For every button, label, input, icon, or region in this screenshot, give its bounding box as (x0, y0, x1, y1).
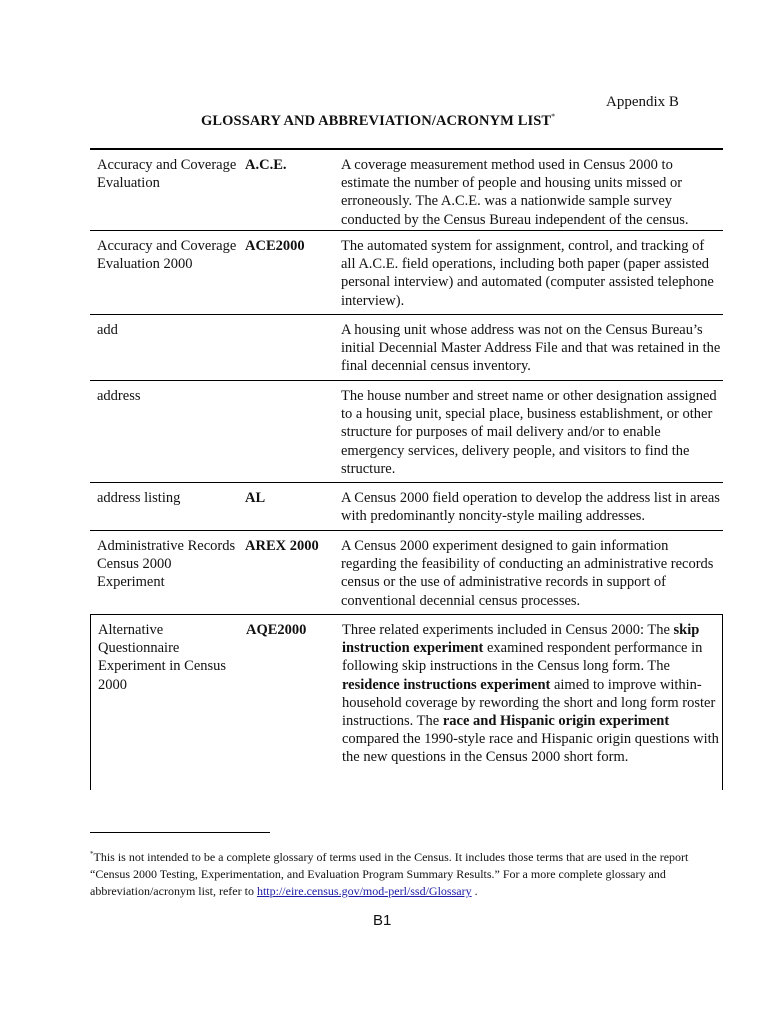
definition-emphasis: skip instruction experiment (342, 622, 700, 657)
glossary-definition (341, 489, 721, 525)
footnote-marker: * (90, 850, 94, 858)
appendix-label: Appendix B (606, 94, 679, 110)
definition-text: A coverage measurement method used in Census 2000 to estimate the number of people and housing units missed or erroneously. The A.C.E. was a nationwide sample survey conducted by the Census Bureau independent of the census. (341, 157, 689, 228)
glossary-abbreviation: A.C.E. (245, 157, 287, 173)
footnote-text: This is not intended to be a complete glossary of terms used in the Census. It includes those terms that are used in the report “Census 2000 Testing, Experimentation, and Evaluation Program Summary Results.” For a more complete glossary and abbreviation/acronym list, refer to (90, 850, 689, 898)
glossary-abbreviation: AQE2000 (246, 622, 307, 638)
glossary-definition (342, 621, 722, 767)
page-number: B1 (373, 912, 392, 929)
title-footnote-marker: * (551, 112, 556, 121)
table-row (90, 148, 723, 231)
page-title (201, 112, 555, 130)
glossary-abbreviation: AREX 2000 (245, 538, 319, 554)
glossary-abbreviation: ACE2000 (245, 238, 305, 254)
definition-text: A Census 2000 field operation to develop the address list in areas with predominantly noncity-style mailing addresses. (341, 490, 720, 525)
glossary-term: Administrative Records Census 2000 Experiment (97, 538, 236, 591)
footnote-tail: . (471, 884, 478, 898)
definition-text: Three related experiments included in Census 2000: The (342, 622, 674, 638)
table-row (90, 231, 723, 315)
definition-text: examined respondent performance in following skip instructions in the Census long form. The (342, 640, 703, 675)
glossary-definition (341, 237, 721, 310)
table-row (90, 531, 723, 615)
definition-text: compared the 1990-style race and Hispanic origin questions with the new questions in the Census 2000 short form. (342, 731, 719, 766)
table-row (90, 483, 723, 531)
glossary-term: add (97, 322, 118, 338)
definition-emphasis: race and Hispanic origin experiment (442, 713, 670, 730)
definition-text: The house number and street name or other designation assigned to a housing unit, special place, business establishment, or other structure for purposes of mail delivery and/or to enable emergency services, delivery people, and visitors to find the structure. (341, 388, 717, 477)
glossary-definition (341, 387, 721, 478)
glossary-term: address (97, 388, 141, 404)
glossary-link[interactable]: http://eire.census.gov/mod-perl/ssd/Glossary (256, 884, 472, 898)
glossary-table (90, 148, 723, 790)
glossary-definition (341, 156, 721, 229)
glossary-term: Accuracy and Coverage Evaluation (97, 157, 237, 192)
definition-emphasis: residence instructions experiment (342, 676, 551, 693)
glossary-term: Accuracy and Coverage Evaluation 2000 (97, 238, 237, 273)
footnote (90, 846, 690, 900)
table-row (90, 381, 723, 483)
definition-text: aimed to improve within-household coverage by rewording the short and long form roster instructions. The (342, 676, 716, 730)
glossary-term: Alternative Questionnaire Experiment in Census 2000 (98, 622, 227, 693)
table-row (90, 315, 723, 381)
glossary-definition (341, 321, 721, 376)
glossary-definition (341, 537, 721, 610)
glossary-term: address listing (97, 490, 181, 506)
definition-text: The automated system for assignment, control, and tracking of all A.C.E. field operations, including both paper (paper assisted personal interview) and automated (computer assisted telephone interview). (341, 238, 714, 309)
table-row (90, 615, 723, 790)
footnote-rule (90, 832, 270, 833)
definition-text: A housing unit whose address was not on the Census Bureau’s initial Decennial Master Address File and that was retained in the final decennial census inventory. (341, 322, 721, 375)
page-title-text: GLOSSARY AND ABBREVIATION/ACRONYM LIST (201, 112, 552, 129)
glossary-abbreviation: AL (245, 490, 266, 506)
definition-text: A Census 2000 experiment designed to gain information regarding the feasibility of conducting an administrative records census or the use of administrative records in support of conventional decennial census processes. (341, 538, 714, 609)
